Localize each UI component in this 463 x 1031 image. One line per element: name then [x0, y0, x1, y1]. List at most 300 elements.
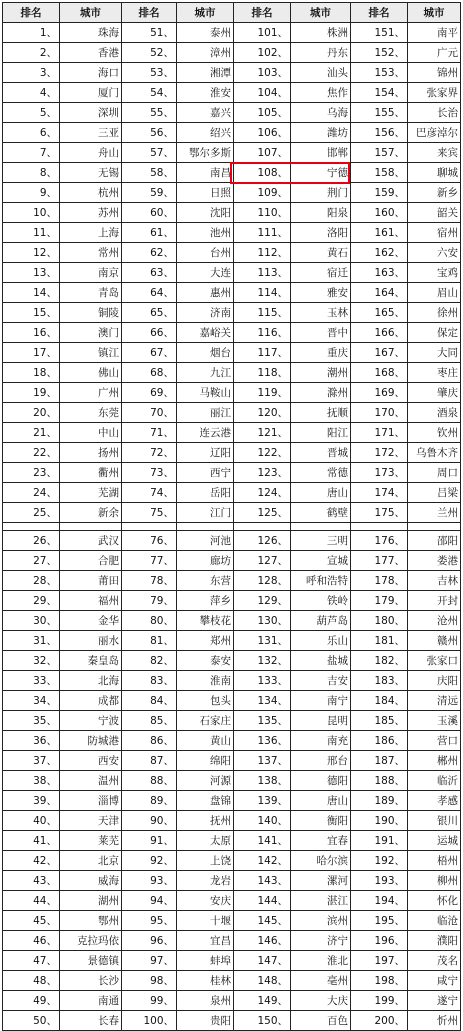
city-cell: 枣庄: [408, 363, 461, 383]
rank-cell: 151、: [351, 23, 408, 43]
rank-cell: 43、: [3, 871, 60, 891]
rank-cell: 98、: [122, 971, 177, 991]
rank-cell: 176、: [351, 531, 408, 551]
city-cell: 鄂尔多斯: [177, 143, 234, 163]
rank-cell: 133、: [234, 671, 291, 691]
city-cell: 汕头: [291, 63, 351, 83]
table-row: [3, 163, 461, 183]
table-row: [3, 363, 461, 383]
rank-cell: 52、: [122, 43, 177, 63]
city-cell: 湘潭: [177, 63, 234, 83]
city-cell: 湛江: [291, 891, 351, 911]
rank-cell: 81、: [122, 631, 177, 651]
city-cell: 济南: [177, 303, 234, 323]
city-cell: 香港: [60, 43, 122, 63]
city-cell: 南京: [60, 263, 122, 283]
city-cell: 大同: [408, 343, 461, 363]
city-cell: 赣州: [408, 631, 461, 651]
city-cell: 抚顺: [291, 403, 351, 423]
rank-cell: 21、: [3, 423, 60, 443]
rank-cell: 135、: [234, 711, 291, 731]
rank-cell: 49、: [3, 991, 60, 1011]
rank-cell: 189、: [351, 791, 408, 811]
city-cell: 洛阳: [291, 223, 351, 243]
rank-cell: 118、: [234, 363, 291, 383]
table-row: [3, 571, 461, 591]
divider-cell: [122, 523, 177, 531]
rank-cell: 74、: [122, 483, 177, 503]
city-cell: 运城: [408, 831, 461, 851]
city-cell: 宜昌: [177, 931, 234, 951]
rank-cell: 178、: [351, 571, 408, 591]
rank-cell: 59、: [122, 183, 177, 203]
city-cell: 新乡: [408, 183, 461, 203]
city-cell: 惠州: [177, 283, 234, 303]
city-cell: 辽阳: [177, 443, 234, 463]
city-cell: 萍乡: [177, 591, 234, 611]
rank-cell: 198、: [351, 971, 408, 991]
city-cell: 遂宁: [408, 991, 461, 1011]
table-row: [3, 871, 461, 891]
rank-cell: 123、: [234, 463, 291, 483]
rank-cell: 122、: [234, 443, 291, 463]
rank-cell: 136、: [234, 731, 291, 751]
rank-cell: 110、: [234, 203, 291, 223]
rank-cell: 100、: [122, 1011, 177, 1031]
rank-cell: 16、: [3, 323, 60, 343]
rank-cell: 177、: [351, 551, 408, 571]
city-cell: 梧州: [408, 851, 461, 871]
table-row: [3, 223, 461, 243]
city-cell: 南充: [291, 731, 351, 751]
rank-cell: 53、: [122, 63, 177, 83]
city-cell: 淮北: [291, 951, 351, 971]
table-row: [3, 203, 461, 223]
city-cell: 宁波: [60, 711, 122, 731]
city-cell: 江门: [177, 503, 234, 523]
city-cell: 芜湖: [60, 483, 122, 503]
table-row: [3, 591, 461, 611]
rank-cell: 27、: [3, 551, 60, 571]
table-row: [3, 891, 461, 911]
rank-cell: 64、: [122, 283, 177, 303]
city-cell: 嘉兴: [177, 103, 234, 123]
city-cell: 巴彦淖尔: [408, 123, 461, 143]
table-row: [3, 263, 461, 283]
rank-cell: 191、: [351, 831, 408, 851]
city-cell: 武汉: [60, 531, 122, 551]
rank-cell: 127、: [234, 551, 291, 571]
table-row: [3, 651, 461, 671]
rank-cell: 124、: [234, 483, 291, 503]
city-cell: 娄港: [408, 551, 461, 571]
city-cell: 宿州: [408, 223, 461, 243]
city-cell: 攀枝花: [177, 611, 234, 631]
rank-cell: 141、: [234, 831, 291, 851]
city-cell: 衢州: [60, 463, 122, 483]
city-cell: 扬州: [60, 443, 122, 463]
rank-cell: 75、: [122, 503, 177, 523]
city-cell: 黄石: [291, 243, 351, 263]
table-row: [3, 951, 461, 971]
city-cell: 南通: [60, 991, 122, 1011]
city-cell: 吉安: [291, 671, 351, 691]
city-cell: 邯郸: [291, 143, 351, 163]
city-cell: 鹤壁: [291, 503, 351, 523]
table-row: [3, 483, 461, 503]
rank-cell: 101、: [234, 23, 291, 43]
rank-cell: 34、: [3, 691, 60, 711]
table-row: [3, 691, 461, 711]
city-cell: 葫芦岛: [291, 611, 351, 631]
rank-cell: 130、: [234, 611, 291, 631]
divider-cell: [351, 523, 408, 531]
city-cell: 马鞍山: [177, 383, 234, 403]
city-cell: 石家庄: [177, 711, 234, 731]
table-row: [3, 303, 461, 323]
city-cell: 莱芜: [60, 831, 122, 851]
city-cell: 西安: [60, 751, 122, 771]
rank-cell: 114、: [234, 283, 291, 303]
rank-cell: 14、: [3, 283, 60, 303]
table-row: [3, 83, 461, 103]
city-cell: 张家界: [408, 83, 461, 103]
city-cell: 哈尔滨: [291, 851, 351, 871]
city-cell: 沧州: [408, 611, 461, 631]
rank-cell: 144、: [234, 891, 291, 911]
rank-cell: 197、: [351, 951, 408, 971]
table-row: [3, 463, 461, 483]
rank-cell: 193、: [351, 871, 408, 891]
city-cell: 三亚: [60, 123, 122, 143]
rank-cell: 55、: [122, 103, 177, 123]
city-cell: 莆田: [60, 571, 122, 591]
rank-cell: 30、: [3, 611, 60, 631]
table-row: [3, 731, 461, 751]
header-city-1: 城市: [60, 3, 122, 23]
rank-cell: 113、: [234, 263, 291, 283]
rank-cell: 32、: [3, 651, 60, 671]
rank-cell: 180、: [351, 611, 408, 631]
city-cell: 成都: [60, 691, 122, 711]
rank-cell: 12、: [3, 243, 60, 263]
rank-cell: 20、: [3, 403, 60, 423]
city-cell: 上海: [60, 223, 122, 243]
rank-cell: 163、: [351, 263, 408, 283]
city-cell: 青岛: [60, 283, 122, 303]
city-cell: 常州: [60, 243, 122, 263]
table-row: [3, 283, 461, 303]
city-cell: 眉山: [408, 283, 461, 303]
rank-cell: 192、: [351, 851, 408, 871]
table-row: [3, 991, 461, 1011]
city-cell: 茂名: [408, 951, 461, 971]
rank-cell: 169、: [351, 383, 408, 403]
rank-cell: 190、: [351, 811, 408, 831]
table-row: [3, 503, 461, 523]
city-cell: 杭州: [60, 183, 122, 203]
table-row: [3, 23, 461, 43]
table-row: [3, 611, 461, 631]
rank-cell: 50、: [3, 1011, 60, 1031]
city-cell: 苏州: [60, 203, 122, 223]
city-cell: 淮安: [177, 83, 234, 103]
rank-cell: 155、: [351, 103, 408, 123]
city-cell: 日照: [177, 183, 234, 203]
city-cell: 河源: [177, 771, 234, 791]
rank-cell: 186、: [351, 731, 408, 751]
rank-cell: 54、: [122, 83, 177, 103]
city-cell: 合肥: [60, 551, 122, 571]
city-ranking-table: [2, 2, 461, 1031]
rank-cell: 187、: [351, 751, 408, 771]
rank-cell: 29、: [3, 591, 60, 611]
city-cell: 宿迁: [291, 263, 351, 283]
table-row: [3, 383, 461, 403]
city-cell: 大庆: [291, 991, 351, 1011]
city-cell: 绵阳: [177, 751, 234, 771]
table-row: [3, 123, 461, 143]
rank-cell: 107、: [234, 143, 291, 163]
table-row: [3, 183, 461, 203]
table-row: [3, 143, 461, 163]
header-row: [3, 3, 461, 23]
city-cell: 乌海: [291, 103, 351, 123]
rank-cell: 117、: [234, 343, 291, 363]
rank-cell: 37、: [3, 751, 60, 771]
rank-cell: 93、: [122, 871, 177, 891]
rank-cell: 138、: [234, 771, 291, 791]
rank-cell: 161、: [351, 223, 408, 243]
table-row: [3, 343, 461, 363]
city-cell: 银川: [408, 811, 461, 831]
rank-cell: 112、: [234, 243, 291, 263]
header-city-3: 城市: [291, 3, 351, 23]
rank-cell: 128、: [234, 571, 291, 591]
city-cell: 衡阳: [291, 811, 351, 831]
city-cell: 营口: [408, 731, 461, 751]
city-cell: 福州: [60, 591, 122, 611]
rank-cell: 7、: [3, 143, 60, 163]
divider-cell: [234, 523, 291, 531]
city-cell: 滨州: [291, 911, 351, 931]
rank-cell: 126、: [234, 531, 291, 551]
rank-cell: 173、: [351, 463, 408, 483]
rank-cell: 85、: [122, 711, 177, 731]
rank-cell: 168、: [351, 363, 408, 383]
rank-cell: 83、: [122, 671, 177, 691]
table-row: [3, 43, 461, 63]
rank-cell: 137、: [234, 751, 291, 771]
header-rank-1: 排名: [3, 3, 60, 23]
divider-cell: [408, 523, 461, 531]
rank-cell: 62、: [122, 243, 177, 263]
city-cell: 重庆: [291, 343, 351, 363]
rank-cell: 95、: [122, 911, 177, 931]
city-cell: 阳江: [291, 423, 351, 443]
city-cell: 德阳: [291, 771, 351, 791]
city-cell: 广州: [60, 383, 122, 403]
rank-cell: 167、: [351, 343, 408, 363]
rank-cell: 166、: [351, 323, 408, 343]
city-cell: 舟山: [60, 143, 122, 163]
rank-cell: 174、: [351, 483, 408, 503]
table-row: [3, 443, 461, 463]
table-row: [3, 771, 461, 791]
city-cell: 珠海: [60, 23, 122, 43]
rank-cell: 65、: [122, 303, 177, 323]
city-cell: 泉州: [177, 991, 234, 1011]
city-cell: 邵阳: [408, 531, 461, 551]
city-cell: 丹东: [291, 43, 351, 63]
city-cell: 滁州: [291, 383, 351, 403]
rank-cell: 90、: [122, 811, 177, 831]
city-cell: 百色: [291, 1011, 351, 1031]
rank-cell: 119、: [234, 383, 291, 403]
divider-cell: [291, 523, 351, 531]
city-cell: 宜春: [291, 831, 351, 851]
city-cell: 南宁: [291, 691, 351, 711]
city-cell: 株洲: [291, 23, 351, 43]
rank-cell: 44、: [3, 891, 60, 911]
city-cell: 漳州: [177, 43, 234, 63]
city-cell: 潮州: [291, 363, 351, 383]
city-cell: 上饶: [177, 851, 234, 871]
rank-cell: 156、: [351, 123, 408, 143]
city-cell: 漯河: [291, 871, 351, 891]
city-cell: 长春: [60, 1011, 122, 1031]
table-row: [3, 63, 461, 83]
city-cell: 焦作: [291, 83, 351, 103]
rank-cell: 162、: [351, 243, 408, 263]
table-row: [3, 911, 461, 931]
city-cell: 周口: [408, 463, 461, 483]
rank-cell: 36、: [3, 731, 60, 751]
rank-cell: 8、: [3, 163, 60, 183]
city-cell: 丽江: [177, 403, 234, 423]
city-cell: 三明: [291, 531, 351, 551]
rank-cell: 148、: [234, 971, 291, 991]
city-cell: 咸宁: [408, 971, 461, 991]
table-row: [3, 1011, 461, 1031]
city-cell: 柳州: [408, 871, 461, 891]
table-row: [3, 851, 461, 871]
rank-cell: 47、: [3, 951, 60, 971]
city-cell: 烟台: [177, 343, 234, 363]
city-cell: 亳州: [291, 971, 351, 991]
city-cell: 新余: [60, 503, 122, 523]
city-cell: 盘锦: [177, 791, 234, 811]
city-cell: 怀化: [408, 891, 461, 911]
rank-cell: 17、: [3, 343, 60, 363]
city-cell: 阳泉: [291, 203, 351, 223]
header-rank-4: 排名: [351, 3, 408, 23]
rank-cell: 23、: [3, 463, 60, 483]
city-cell: 济宁: [291, 931, 351, 951]
city-cell: 北京: [60, 851, 122, 871]
header-rank-3: 排名: [234, 3, 291, 23]
city-cell: 中山: [60, 423, 122, 443]
divider-cell: [177, 523, 234, 531]
table-row: [3, 711, 461, 731]
city-cell: 淮南: [177, 671, 234, 691]
table-row: [3, 423, 461, 443]
rank-cell: 165、: [351, 303, 408, 323]
rank-cell: 116、: [234, 323, 291, 343]
city-cell: 宁德: [291, 163, 351, 183]
rank-cell: 13、: [3, 263, 60, 283]
city-cell: 兰州: [408, 503, 461, 523]
city-cell: 海口: [60, 63, 122, 83]
rank-cell: 196、: [351, 931, 408, 951]
rank-cell: 22、: [3, 443, 60, 463]
header-rank-2: 排名: [122, 3, 177, 23]
city-cell: 锦州: [408, 63, 461, 83]
rank-cell: 3、: [3, 63, 60, 83]
city-cell: 唐山: [291, 483, 351, 503]
city-cell: 龙岩: [177, 871, 234, 891]
rank-cell: 69、: [122, 383, 177, 403]
rank-cell: 159、: [351, 183, 408, 203]
rank-cell: 66、: [122, 323, 177, 343]
city-cell: 河池: [177, 531, 234, 551]
rank-cell: 104、: [234, 83, 291, 103]
city-cell: 常德: [291, 463, 351, 483]
rank-cell: 185、: [351, 711, 408, 731]
rank-cell: 160、: [351, 203, 408, 223]
city-cell: 广元: [408, 43, 461, 63]
rank-cell: 33、: [3, 671, 60, 691]
section-divider: [3, 523, 461, 531]
city-cell: 潍坊: [291, 123, 351, 143]
city-cell: 晋城: [291, 443, 351, 463]
rank-cell: 106、: [234, 123, 291, 143]
table-row: [3, 323, 461, 343]
city-cell: 庆阳: [408, 671, 461, 691]
city-cell: 忻州: [408, 1011, 461, 1031]
city-cell: 吉林: [408, 571, 461, 591]
rank-cell: 115、: [234, 303, 291, 323]
rank-cell: 45、: [3, 911, 60, 931]
city-cell: 池州: [177, 223, 234, 243]
rank-cell: 46、: [3, 931, 60, 951]
city-cell: 景德镇: [60, 951, 122, 971]
city-cell: 泰州: [177, 23, 234, 43]
rank-cell: 42、: [3, 851, 60, 871]
city-cell: 宣城: [291, 551, 351, 571]
rank-cell: 139、: [234, 791, 291, 811]
city-cell: 蚌埠: [177, 951, 234, 971]
city-cell: 来宾: [408, 143, 461, 163]
rank-cell: 92、: [122, 851, 177, 871]
rank-cell: 200、: [351, 1011, 408, 1031]
rank-cell: 79、: [122, 591, 177, 611]
rank-cell: 195、: [351, 911, 408, 931]
table-row: [3, 531, 461, 551]
rank-cell: 179、: [351, 591, 408, 611]
rank-cell: 88、: [122, 771, 177, 791]
rank-cell: 71、: [122, 423, 177, 443]
city-cell: 九江: [177, 363, 234, 383]
table-row: [3, 791, 461, 811]
city-cell: 聊城: [408, 163, 461, 183]
city-cell: 淄博: [60, 791, 122, 811]
rank-cell: 150、: [234, 1011, 291, 1031]
rank-cell: 175、: [351, 503, 408, 523]
city-cell: 鄂州: [60, 911, 122, 931]
city-cell: 昆明: [291, 711, 351, 731]
rank-cell: 129、: [234, 591, 291, 611]
